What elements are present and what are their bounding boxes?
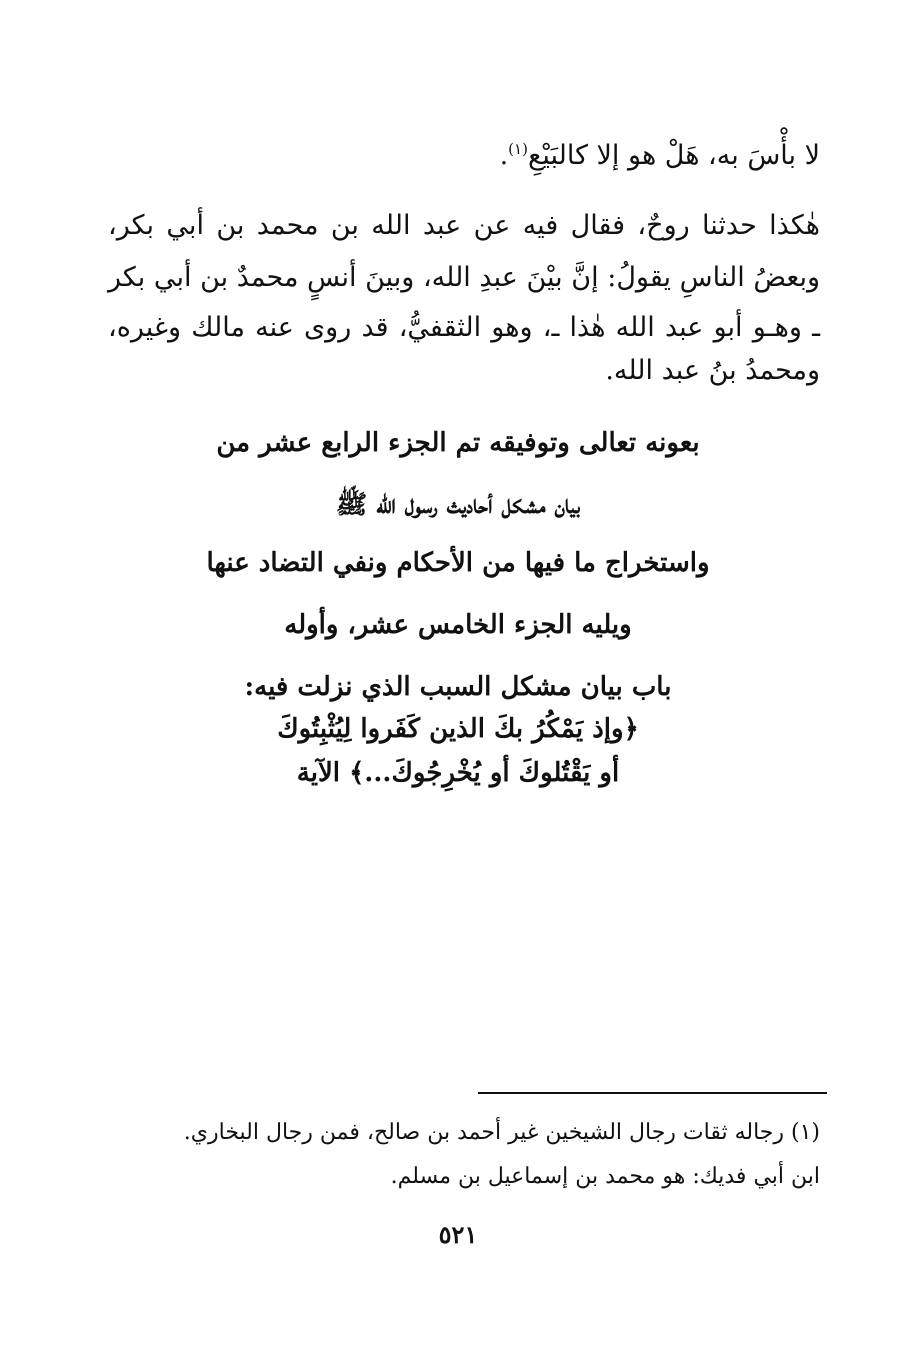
page-number: ٥٢١: [438, 1220, 478, 1249]
colophon-line-2: بيان مشكل أحاديث رسول الله ﷺ: [335, 490, 581, 520]
footnote-1-line-1: (١) رجاله ثقات رجال الشيخين غير أحمد بن صالح، فمن رجال البخاري.: [183, 1120, 820, 1145]
footnote-reference: (١): [508, 140, 528, 158]
colophon-line-1: بعونه تعالى وتوفيقه تم الجزء الرابع عشر من: [216, 428, 700, 458]
colophon-line-3: واستخراج ما فيها من الأحكام ونفي التضاد عنها: [206, 548, 710, 578]
paragraph-1-line-1: [108, 140, 820, 171]
colophon-line-5: باب بيان مشكل السبب الذي نزلت فيه:: [244, 672, 672, 702]
footnote-separator: [478, 1092, 827, 1094]
paragraph-2-line-2: وبعضُ الناسِ يقولُ: إنَّ بيْنَ عبدِ الله، وبينَ أنسٍ محمدٌ بن أبي بكر: [108, 262, 820, 293]
footnote-1-line-2: ابن أبي فديك: هو محمد بن إسماعيل بن مسلم.: [390, 1164, 820, 1189]
paragraph-2-line-3: ـ وهـو أبو عبد الله هٰذا ـ، وهو الثقفيُّ، قد روى عنه مالك وغيره،: [108, 312, 820, 343]
quran-verse-line-1: ﴿وإذ يَمْكُرُ بكَ الذين كَفَروا لِيُثْبِتُوكَ: [277, 714, 639, 744]
paragraph-1-period: .: [499, 140, 509, 171]
paragraph-2-line-1: هٰكذا حدثنا روحٌ، فقال فيه عن عبد الله بن محمد بن أبي بكر،: [108, 210, 820, 241]
colophon-line-4: ويليه الجزء الخامس عشر، وأوله: [284, 610, 632, 640]
paragraph-2-line-4: ومحمدُ بنُ عبد الله.: [605, 355, 820, 386]
quran-verse-line-2: أو يَقْتُلوكَ أو يُخْرِجُوكَ...﴾ الآية: [296, 758, 620, 788]
paragraph-1-text: لا بأْسَ به، هَلْ هو إلا كالبَيْعِ: [527, 140, 820, 171]
